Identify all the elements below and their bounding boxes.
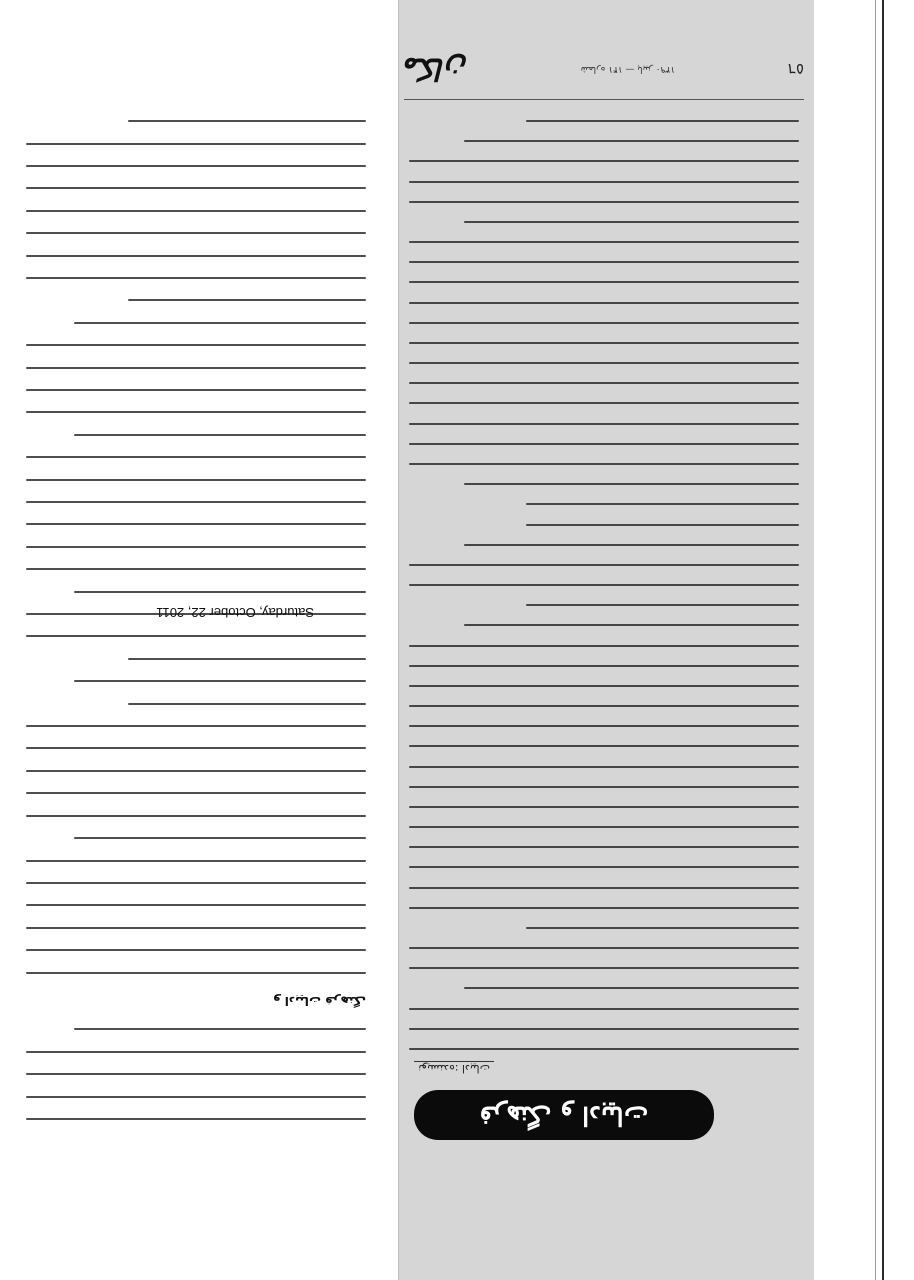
text-line xyxy=(26,277,366,279)
text-line xyxy=(26,523,366,525)
text-line xyxy=(26,479,366,481)
text-line xyxy=(409,866,799,868)
left-column-text xyxy=(26,120,366,1120)
text-line xyxy=(74,1028,366,1030)
text-line xyxy=(26,770,366,772)
text-line xyxy=(409,1028,799,1030)
text-line xyxy=(409,645,799,647)
text-line xyxy=(409,725,799,727)
text-line xyxy=(409,423,799,425)
text-line xyxy=(26,882,366,884)
text-line xyxy=(26,1118,366,1120)
text-line xyxy=(409,665,799,667)
text-line xyxy=(26,792,366,794)
text-line xyxy=(409,403,799,405)
text-line xyxy=(409,1008,799,1010)
text-line xyxy=(128,299,366,301)
text-line xyxy=(26,1073,366,1075)
text-line xyxy=(409,887,799,889)
text-line xyxy=(74,591,366,593)
text-line xyxy=(26,635,366,637)
text-line xyxy=(409,443,799,445)
text-line xyxy=(526,120,799,122)
text-line xyxy=(409,281,799,283)
text-line xyxy=(26,725,366,727)
text-line xyxy=(74,837,366,839)
article-title: فرهنگ و ادبیات xyxy=(479,1100,649,1130)
text-line xyxy=(526,524,799,526)
article-title-band xyxy=(414,1090,714,1140)
text-line xyxy=(409,705,799,707)
text-line xyxy=(26,232,366,234)
text-line xyxy=(409,947,799,949)
text-line xyxy=(409,967,799,969)
text-line xyxy=(464,140,799,142)
text-line xyxy=(409,160,799,162)
text-line xyxy=(26,165,366,167)
text-line xyxy=(26,904,366,906)
column-subhead: و ادبیات فرهنگ xyxy=(273,993,366,1008)
text-line xyxy=(526,604,799,606)
text-line xyxy=(26,210,366,212)
text-line xyxy=(409,826,799,828)
text-line xyxy=(464,544,799,546)
text-line xyxy=(409,766,799,768)
text-line xyxy=(26,972,366,974)
text-line xyxy=(409,201,799,203)
text-line xyxy=(26,860,366,862)
text-line xyxy=(74,680,366,682)
text-line xyxy=(464,624,799,626)
text-line xyxy=(74,322,366,324)
date-stamp: Saturday, October 22, 2011 xyxy=(156,605,314,620)
text-line xyxy=(409,241,799,243)
text-line xyxy=(409,564,799,566)
text-line xyxy=(26,748,366,750)
text-line xyxy=(26,367,366,369)
scan-edge xyxy=(882,0,884,1280)
text-line xyxy=(26,501,366,503)
text-line xyxy=(26,949,366,951)
text-line xyxy=(409,745,799,747)
text-line xyxy=(464,221,799,223)
author-tag: نویسنده: ادبیات xyxy=(414,1061,494,1075)
text-line xyxy=(409,362,799,364)
text-line xyxy=(464,483,799,485)
text-line xyxy=(26,389,366,391)
page-header xyxy=(404,39,804,100)
text-line xyxy=(26,187,366,189)
text-line xyxy=(74,434,366,436)
text-line xyxy=(26,815,366,817)
text-line xyxy=(526,927,799,929)
text-line xyxy=(26,411,366,413)
text-line xyxy=(464,987,799,989)
column-divider xyxy=(398,0,399,1280)
text-line xyxy=(26,1051,366,1053)
section-caption: شماره ۱۴۱ — پاییز ۱۳۹۰ xyxy=(580,64,675,74)
text-line xyxy=(409,685,799,687)
text-line xyxy=(26,255,366,257)
text-line xyxy=(409,786,799,788)
text-line xyxy=(409,907,799,909)
text-line xyxy=(128,703,366,705)
text-line xyxy=(409,846,799,848)
text-line xyxy=(409,382,799,384)
text-line xyxy=(26,143,366,145)
scan-edge-thin xyxy=(875,0,876,1280)
main-column-text xyxy=(409,120,799,1050)
text-line xyxy=(409,342,799,344)
text-line xyxy=(409,584,799,586)
text-line xyxy=(409,302,799,304)
text-line xyxy=(26,456,366,458)
text-line xyxy=(526,503,799,505)
text-line xyxy=(26,546,366,548)
magazine-logo: مكان xyxy=(404,51,468,87)
text-line xyxy=(409,322,799,324)
text-line xyxy=(26,568,366,570)
text-line xyxy=(26,1096,366,1098)
text-line xyxy=(409,1048,799,1050)
text-line xyxy=(409,806,799,808)
text-line xyxy=(26,344,366,346)
text-line xyxy=(128,658,366,660)
text-line xyxy=(26,927,366,929)
text-line xyxy=(128,120,366,122)
text-line xyxy=(409,181,799,183)
page-number: ٥٦ xyxy=(787,60,804,78)
text-line xyxy=(409,261,799,263)
text-line xyxy=(409,463,799,465)
